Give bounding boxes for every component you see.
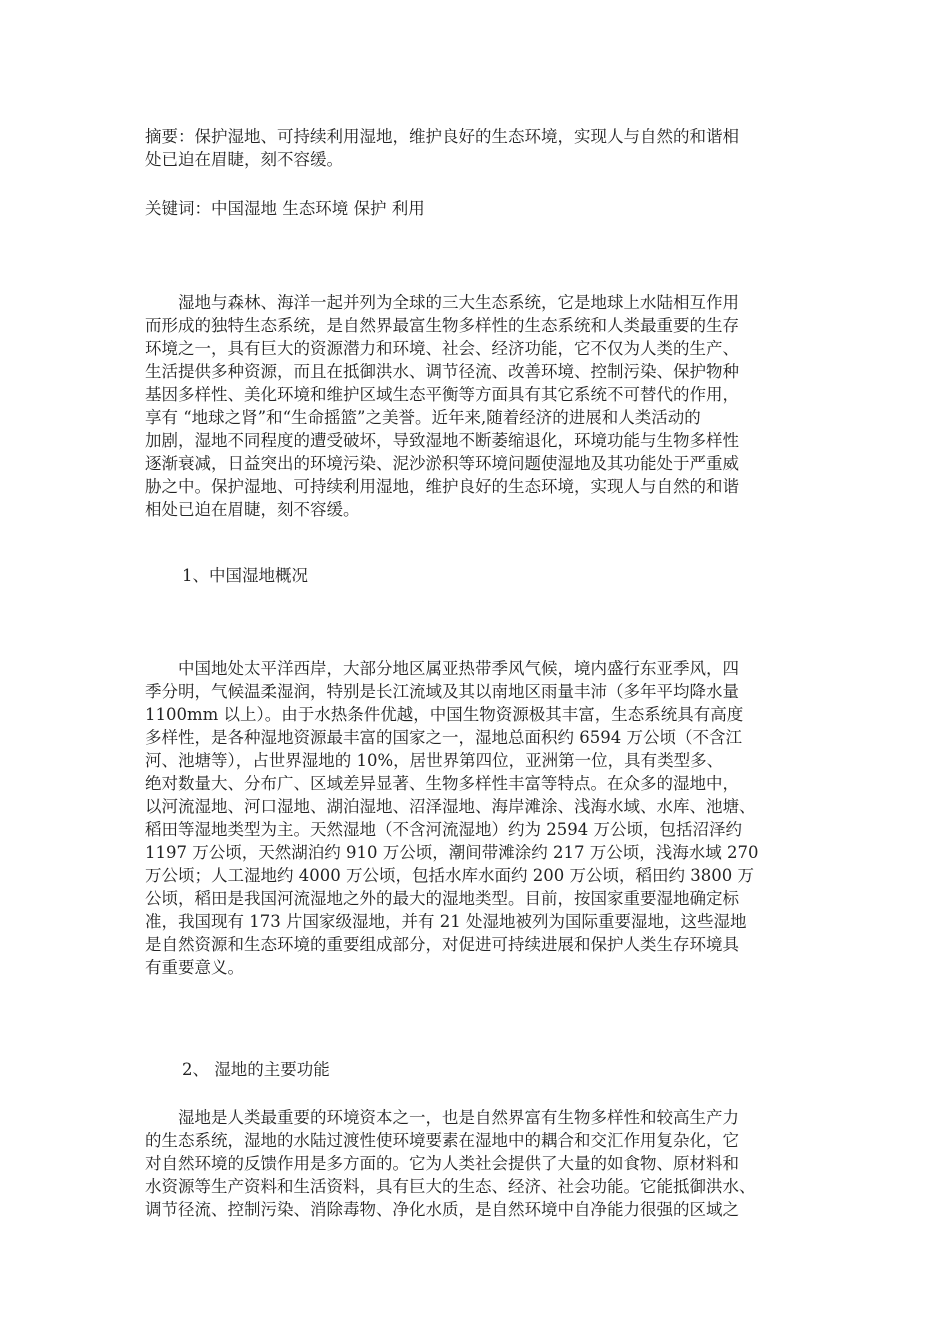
paragraph-line: 有重要意义。 [145,958,244,977]
paragraph-line: 基因多样性、美化环境和维护区域生态平衡等方面具有其它系统不可替代的作用， [145,385,739,404]
paragraph-line: 以河流湿地、河口湿地、湖泊湿地、沼泽湿地、海岸滩涂、浅海水域、水库、池塘、 [145,797,756,816]
section-heading-text: 1、中国湿地概况 [182,566,308,585]
paragraph-wetland-functions [145,1106,807,1221]
paragraph-line: 是自然资源和生态环境的重要组成部分，对促进可持续进展和保护人类生存环境具 [145,935,739,954]
section-heading-2 [182,1058,844,1081]
paragraph-line: 对自然环境的反馈作用是多方面的。它为人类社会提供了大量的如食物、原材料和 [145,1154,739,1173]
keywords-line: 关键词：中国湿地 生态环境 保护 利用 [145,199,425,218]
paragraph-introduction [145,291,807,521]
paragraph-line: 生活提供多种资源，而且在抵御洪水、调节径流、改善环境、控制污染、保护物种 [145,362,739,381]
paragraph-line: 湿地是人类最重要的环境资本之一，也是自然界富有生物多样性和较高生产力 [145,1108,739,1127]
paragraph-line: 湿地与森林、海洋一起并列为全球的三大生态系统，它是地球上水陆相互作用 [145,293,739,312]
paragraph-line: 多样性，是各种湿地资源最丰富的国家之一，湿地总面积约 6594 万公顷（不含江 [145,728,742,747]
section-heading-1 [182,564,844,587]
paragraph-line: 逐渐衰减，日益突出的环境污染、泥沙淤积等环境问题使湿地及其功能处于严重威 [145,454,739,473]
paragraph-line: 绝对数量大、分布广、区域差异显著、生物多样性丰富等特点。在众多的湿地中， [145,774,739,793]
paragraph-line: 而形成的独特生态系统，是自然界最富生物多样性的生态系统和人类最重要的生存 [145,316,739,335]
paragraph-line: 1197 万公顷，天然湖泊约 910 万公顷，潮间带滩涂约 217 万公顷，浅海水域 270 [145,843,759,862]
paragraph-line: 享有 “地球之肾”和“生命摇篮”之美誉。近年来,随着经济的进展和人类活动的 [145,408,701,427]
section-heading-text: 2、 湿地的主要功能 [182,1060,330,1079]
paragraph-china-wetlands [145,657,807,979]
paragraph-line: 稻田等湿地类型为主。天然湿地（不含河流湿地）约为 2594 万公顷，包括沼泽约 [145,820,742,839]
paragraph-line: 公顷，稻田是我国河流湿地之外的最大的湿地类型。目前，按国家重要湿地确定标 [145,889,739,908]
abstract-line: 摘要：保护湿地、可持续利用湿地，维护良好的生态环境，实现人与自然的和谐相 [145,127,739,146]
paragraph-line: 相处已迫在眉睫，刻不容缓。 [145,500,360,519]
paragraph-line: 水资源等生产资料和生活资料，具有巨大的生态、经济、社会功能。它能抵御洪水、 [145,1177,756,1196]
paragraph-line: 1100mm 以上）。由于水热条件优越，中国生物资源极其丰富，生态系统具有高度 [145,705,744,724]
paragraph-line: 胁之中。保护湿地、可持续利用湿地，维护良好的生态环境，实现人与自然的和谐 [145,477,739,496]
paragraph-line: 调节径流、控制污染、消除毒物、净化水质，是自然环境中自净能力很强的区域之 [145,1200,739,1219]
paragraph-line: 加剧，湿地不同程度的遭受破坏，导致湿地不断萎缩退化，环境功能与生物多样性 [145,431,739,450]
paragraph-line: 季分明，气候温柔湿润，特别是长江流域及其以南地区雨量丰沛（多年平均降水量 [145,682,739,701]
keywords [145,197,807,220]
paragraph-line: 中国地处太平洋西岸，大部分地区属亚热带季风气候，境内盛行东亚季风，四 [145,659,739,678]
paragraph-line: 河、池塘等），占世界湿地的 10%，居世界第四位，亚洲第一位，具有类型多、 [145,751,724,770]
paragraph-line: 环境之一，具有巨大的资源潜力和环境、社会、经济功能，它不仅为人类的生产、 [145,339,739,358]
abstract-line: 处已迫在眉睫，刻不容缓。 [145,150,343,169]
paragraph-line: 的生态系统，湿地的水陆过渡性使环境要素在湿地中的耦合和交汇作用复杂化，它 [145,1131,739,1150]
abstract [145,125,807,171]
paragraph-line: 万公顷；人工湿地约 4000 万公顷，包括水库水面约 200 万公顷，稻田约 3800 万 [145,866,754,885]
paragraph-line: 准，我国现有 173 片国家级湿地，并有 21 处湿地被列为国际重要湿地，这些湿地 [145,912,747,931]
